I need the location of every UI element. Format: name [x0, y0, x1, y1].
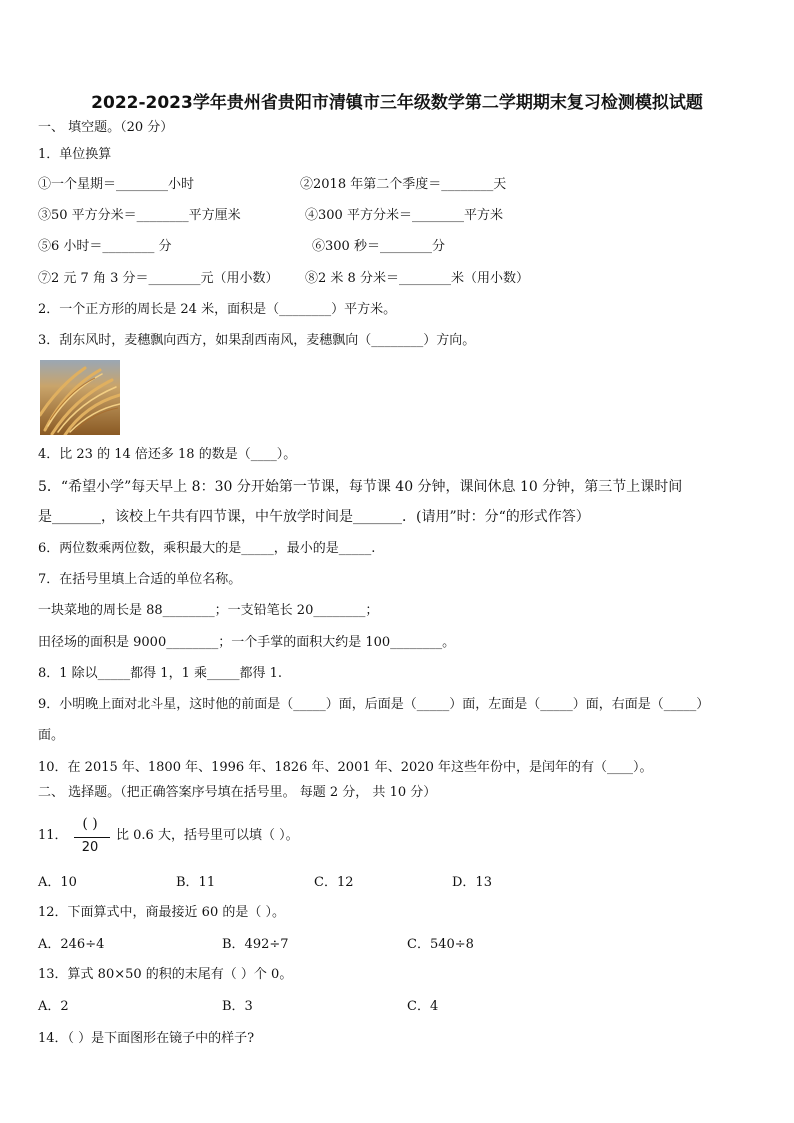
fraction-denominator: 20 [81, 840, 99, 855]
question-14: 14．（ ）是下面图形在镜子中的样子? [38, 1031, 255, 1046]
q13-option-a: A．2 [38, 999, 69, 1014]
question-11-text: 比 0.6 大，括号里可以填（ ）。 [116, 828, 299, 843]
question-13: 13．算式 80×50 的积的末尾有（ ）个 0。 [38, 967, 293, 982]
question-1-label: 1．单位换算 [38, 147, 112, 162]
q11-option-d: D．13 [452, 875, 492, 890]
question-9-line-1: 9．小明晚上面对北斗星，这时他的前面是（_____）面，后面是（_____）面，左面是（_____）面，右面是（_____） [38, 697, 710, 712]
question-8: 8．1 除以_____都得 1，1 乘_____都得 1. [38, 666, 283, 681]
question-2: 2．一个正方形的周长是 24 米，面积是（________）平方米。 [38, 302, 397, 317]
q12-option-b: B．492÷7 [222, 937, 289, 952]
question-10: 10．在 2015 年、1800 年、1996 年、1826 年、2001 年、2020 年这些年份中，是闰年的有（____）。 [38, 760, 653, 775]
q11-option-c: C．12 [314, 875, 354, 890]
fraction-numerator: ( ) [82, 816, 98, 832]
section-heading-fill-blank: 一、 填空题。（20 分） [38, 120, 174, 135]
q11-option-a: A．10 [38, 875, 77, 890]
q1-item-5: ⑤6 小时＝________ 分 [38, 239, 172, 254]
q1-item-1: ①一个星期＝________小时 [38, 177, 195, 192]
q13-option-c: C．4 [407, 999, 439, 1014]
section-heading-multiple-choice: 二、 选择题。（把正确答案序号填在括号里。 每题 2 分， 共 10 分） [38, 785, 437, 800]
q1-item-4: ④300 平方分米＝________平方米 [305, 208, 503, 223]
question-4: 4．比 23 的 14 倍还多 18 的数是（____）。 [38, 447, 297, 462]
q1-item-3: ③50 平方分米＝________平方厘米 [38, 208, 241, 223]
question-7-line-1: 一块菜地的周长是 88________；一支铅笔长 20________； [38, 603, 379, 618]
question-5-line-1: 5．“希望小学”每天早上 8：30 分开始第一节课，每节课 40 分钟，课间休息 10 分钟，第三节上课时间 [38, 479, 683, 495]
question-7-label: 7．在括号里填上合适的单位名称。 [38, 572, 242, 587]
q12-option-a: A．246÷4 [38, 937, 105, 952]
q11-option-b: B．11 [176, 875, 216, 890]
q13-option-b: B．3 [222, 999, 253, 1014]
q1-item-2: ②2018 年第二个季度＝________天 [300, 177, 507, 192]
q1-item-6: ⑥300 秒＝________分 [312, 239, 445, 254]
question-9-line-2: 面。 [38, 728, 65, 743]
question-12: 12．下面算式中，商最接近 60 的是（ ）。 [38, 905, 285, 920]
question-11-number: 11． [38, 828, 68, 843]
question-7-line-2: 田径场的面积是 9000________；一个手掌的面积大约是 100________。 [38, 635, 456, 650]
q1-item-8: ⑧2 米 8 分米＝________米（用小数） [305, 271, 529, 286]
q12-option-c: C．540÷8 [407, 937, 474, 952]
page-title: 2022-2023学年贵州省贵阳市清镇市三年级数学第二学期期末复习检测模拟试题 [91, 93, 703, 113]
question-5-line-2: 是_______，该校上午共有四节课，中午放学时间是_______．(请用”时：分“的形式作答） [38, 509, 590, 525]
question-3: 3．刮东风时，麦穗飘向西方，如果刮西南风，麦穗飘向（________）方向。 [38, 333, 476, 348]
q1-item-7: ⑦2 元 7 角 3 分＝________元（用小数） [38, 271, 279, 286]
fraction-bar [74, 837, 110, 838]
question-6: 6．两位数乘两位数，乘积最大的是_____，最小的是_____. [38, 541, 376, 556]
question-11-fraction [68, 816, 112, 858]
wheat-photo [40, 360, 120, 435]
